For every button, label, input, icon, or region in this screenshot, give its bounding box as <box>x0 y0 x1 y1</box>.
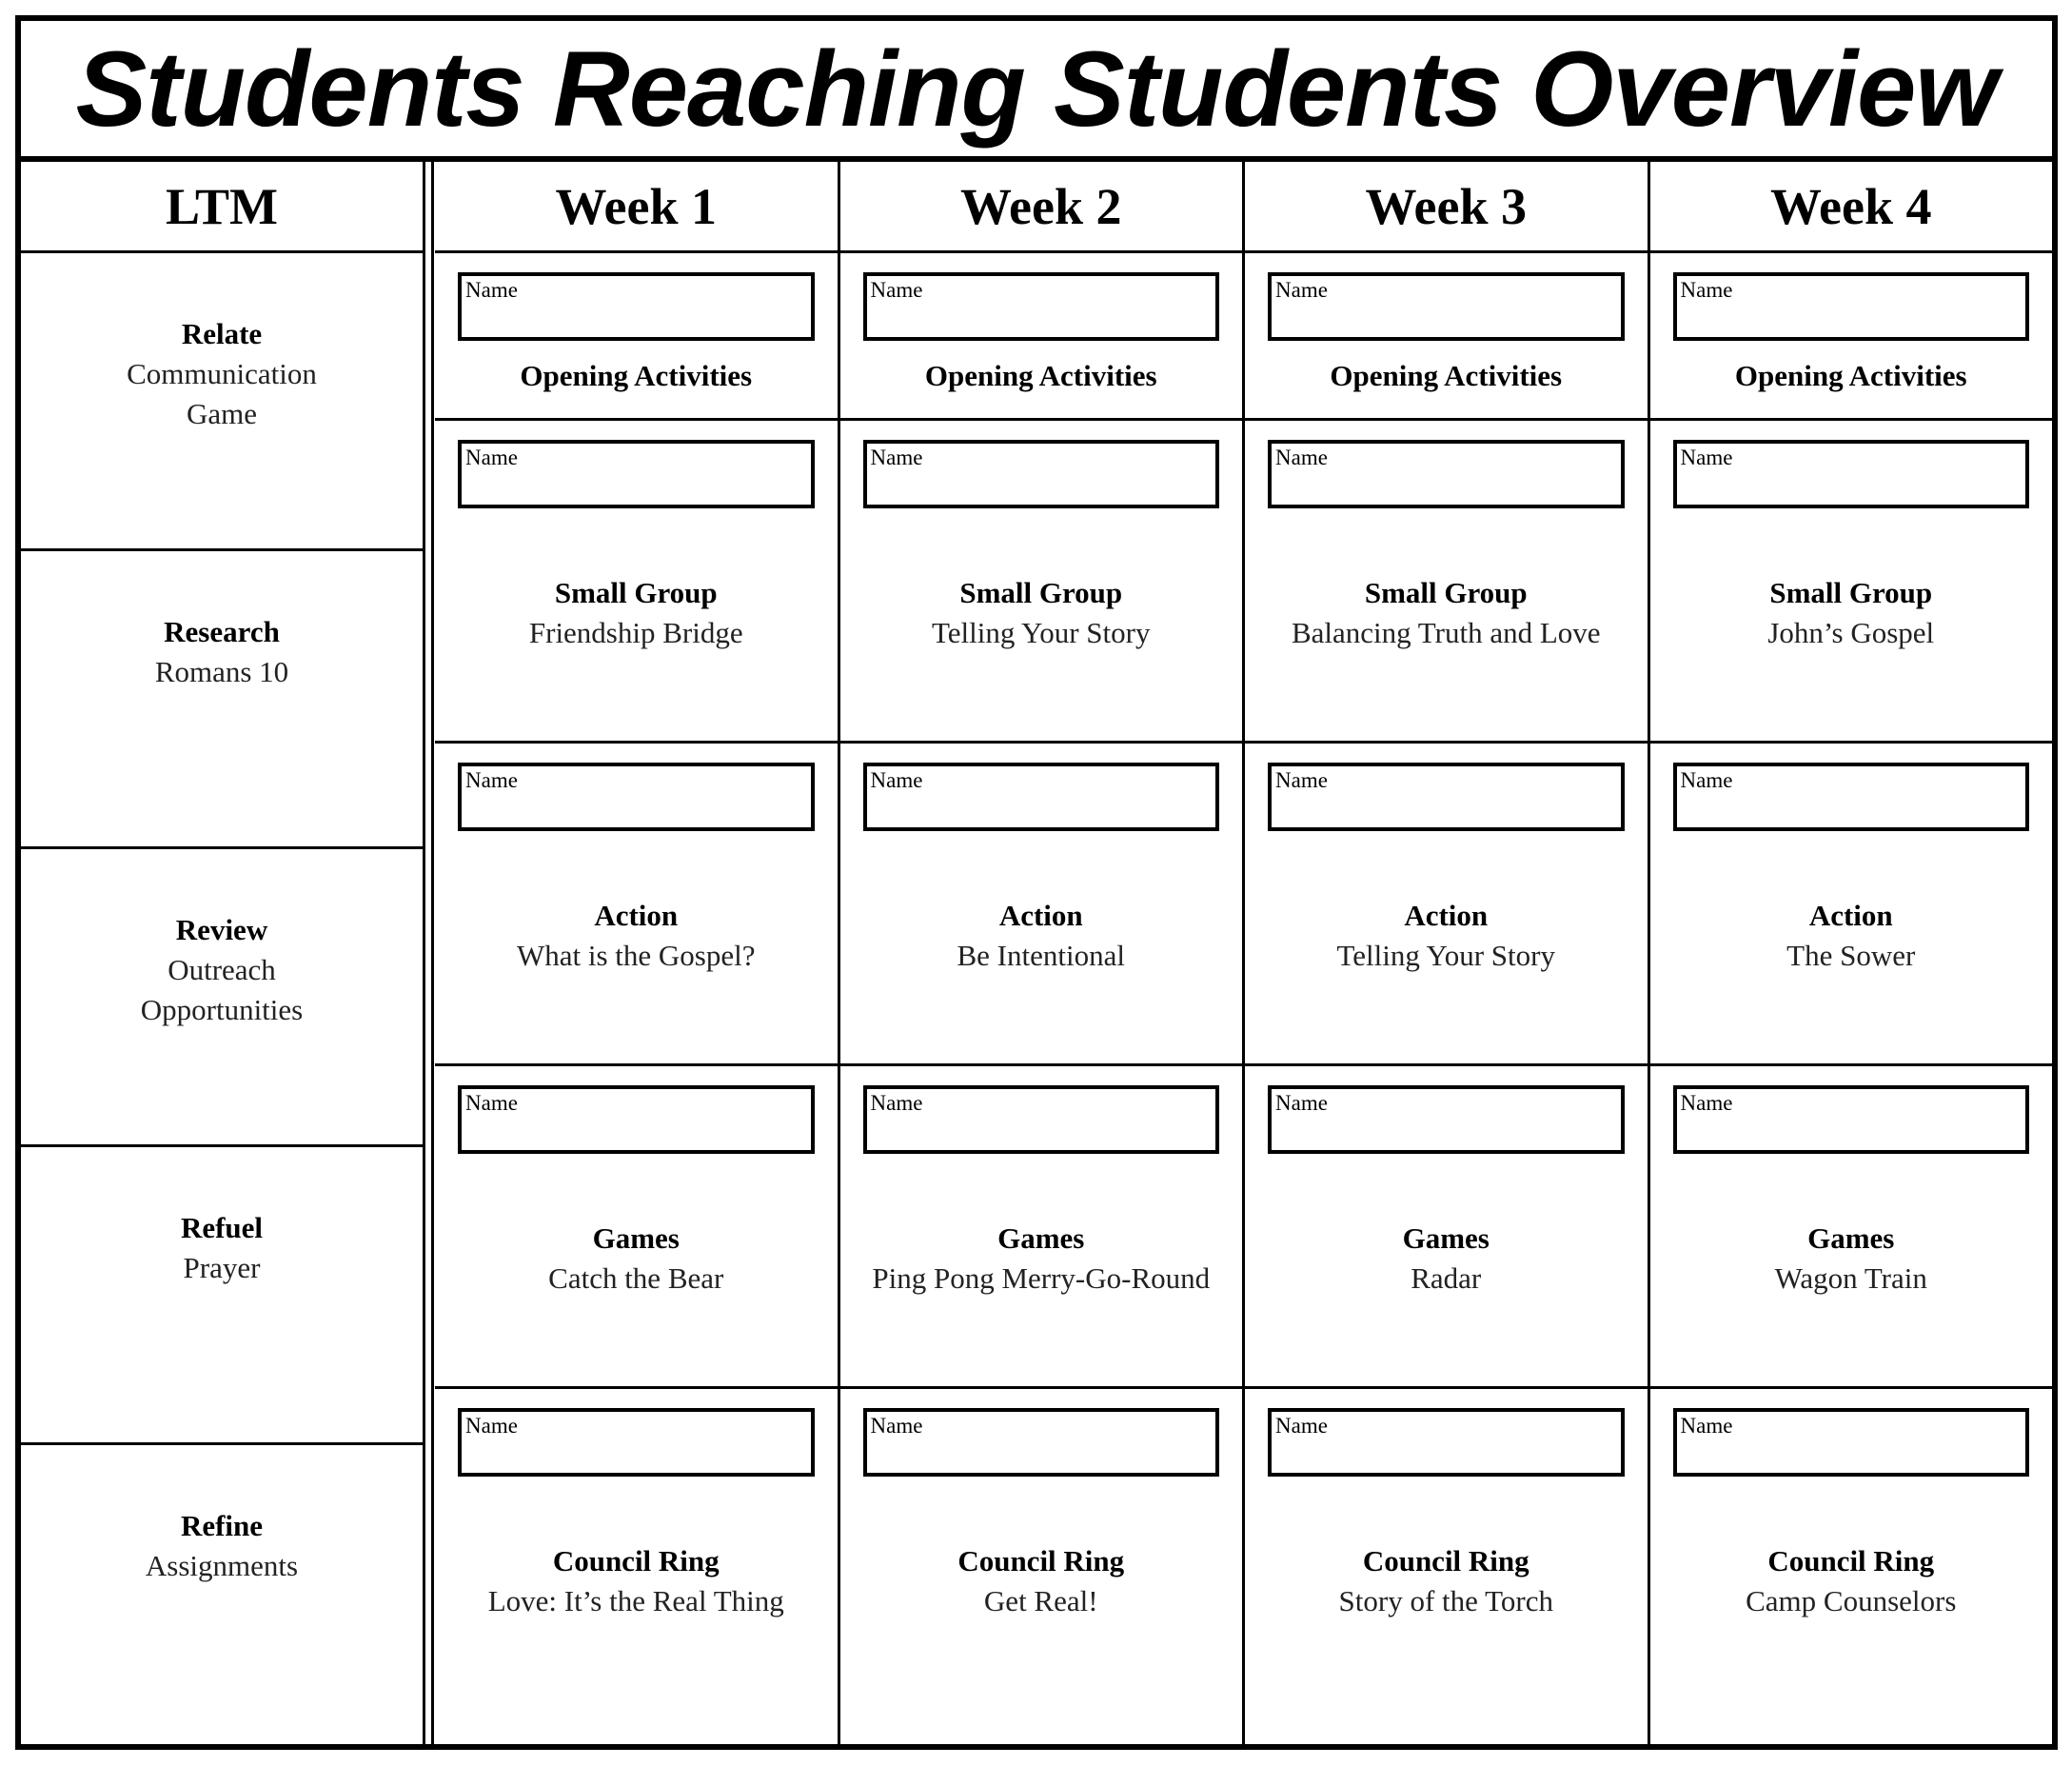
name-field-label: Name <box>1275 446 1328 469</box>
activity-subtitle: Camp Counselors <box>1746 1584 1957 1617</box>
name-field[interactable] <box>863 440 1220 508</box>
name-field-label: Name <box>1275 1414 1328 1438</box>
name-field-label: Name <box>465 1414 518 1438</box>
activity-text <box>464 356 809 396</box>
activity-cell <box>1245 1066 1648 1389</box>
ltm-row-desc: Communication Game <box>127 357 317 430</box>
activity-text <box>869 1541 1214 1621</box>
name-field-label: Name <box>870 1091 923 1115</box>
activity-title: Action <box>1808 899 1893 932</box>
activity-title: Small Group <box>554 576 718 609</box>
activity-title: Small Group <box>1364 576 1528 609</box>
activity-subtitle: Friendship Bridge <box>528 616 743 649</box>
ltm-row-label: Refuel <box>180 1211 264 1244</box>
ltm-header: LTM <box>21 162 423 253</box>
activity-text <box>1273 573 1619 653</box>
name-field[interactable] <box>458 763 815 831</box>
name-field[interactable] <box>458 1085 815 1154</box>
activity-cell <box>840 1389 1243 1744</box>
ltm-column <box>21 162 425 1744</box>
name-field[interactable] <box>1673 440 2030 508</box>
name-field[interactable] <box>1673 1085 2030 1154</box>
activity-cell <box>1650 744 2053 1066</box>
name-field[interactable] <box>1673 763 2030 831</box>
name-field-label: Name <box>1680 446 1733 469</box>
activity-cell <box>1650 1389 2053 1744</box>
activity-cell <box>1245 744 1648 1066</box>
name-field-label: Name <box>465 1091 518 1115</box>
activity-text <box>464 573 809 653</box>
overview-sheet <box>15 15 2058 1750</box>
activity-cell <box>435 1389 838 1744</box>
activity-subtitle: Be Intentional <box>957 939 1125 972</box>
ltm-row-desc: Assignments <box>145 1549 299 1582</box>
activity-cell <box>435 253 838 421</box>
week-column-1 <box>435 162 840 1744</box>
activity-title: Games <box>1402 1221 1490 1255</box>
activity-title: Games <box>592 1221 680 1255</box>
activity-subtitle: Telling Your Story <box>931 616 1151 649</box>
ltm-row-refuel <box>21 1147 423 1445</box>
activity-subtitle: Get Real! <box>983 1584 1098 1617</box>
activity-title: Action <box>1404 899 1489 932</box>
activity-title: Opening Activities <box>1734 359 1967 392</box>
activity-title: Games <box>1807 1221 1895 1255</box>
name-field-label: Name <box>1275 768 1328 792</box>
ltm-row-research <box>21 551 423 849</box>
name-field[interactable] <box>1268 763 1625 831</box>
week-header: Week 2 <box>840 162 1243 253</box>
name-field-label: Name <box>465 278 518 302</box>
ltm-row-label: Research <box>164 615 280 648</box>
ltm-row-label: Relate <box>181 317 263 350</box>
week-column-3 <box>1245 162 1650 1744</box>
activity-text <box>1273 356 1619 396</box>
activity-cell <box>840 1066 1243 1389</box>
name-field-label: Name <box>1680 278 1733 302</box>
name-field-label: Name <box>870 278 923 302</box>
activity-subtitle: What is the Gospel? <box>516 939 756 972</box>
activity-cell <box>1245 253 1648 421</box>
name-field-label: Name <box>870 446 923 469</box>
activity-text <box>1679 1219 2024 1299</box>
activity-subtitle: The Sower <box>1786 939 1916 972</box>
activity-text <box>1273 1219 1619 1299</box>
name-field-label: Name <box>870 768 923 792</box>
activity-text <box>869 573 1214 653</box>
name-field[interactable] <box>863 1085 1220 1154</box>
activity-cell <box>1650 421 2053 744</box>
activity-subtitle: Story of the Torch <box>1338 1584 1553 1617</box>
ltm-row-desc: Prayer <box>183 1251 261 1284</box>
name-field-label: Name <box>1680 1091 1733 1115</box>
ltm-row-label: Refine <box>180 1509 264 1542</box>
week-header: Week 4 <box>1650 162 2053 253</box>
name-field-label: Name <box>1680 768 1733 792</box>
name-field-label: Name <box>465 446 518 469</box>
activity-title: Action <box>998 899 1083 932</box>
name-field[interactable] <box>1268 1408 1625 1477</box>
activity-text <box>464 1219 809 1299</box>
name-field[interactable] <box>458 1408 815 1477</box>
name-field-label: Name <box>465 768 518 792</box>
name-field[interactable] <box>1268 272 1625 341</box>
name-field-label: Name <box>1275 1091 1328 1115</box>
name-field[interactable] <box>1673 272 2030 341</box>
name-field[interactable] <box>863 1408 1220 1477</box>
week-header: Week 1 <box>435 162 838 253</box>
activity-title: Opening Activities <box>924 359 1157 392</box>
activity-text <box>1679 896 2024 976</box>
week-column-2 <box>840 162 1246 1744</box>
ltm-row-desc: Outreach Opportunities <box>140 953 304 1026</box>
activity-subtitle: Balancing Truth and Love <box>1291 616 1601 649</box>
activity-subtitle: Wagon Train <box>1774 1261 1927 1295</box>
week-column-4 <box>1650 162 2053 1744</box>
activity-cell <box>435 744 838 1066</box>
name-field[interactable] <box>458 272 815 341</box>
activity-text <box>1679 1541 2024 1621</box>
activity-cell <box>435 421 838 744</box>
activity-text <box>1679 356 2024 396</box>
ltm-row-refine <box>21 1445 423 1743</box>
activity-cell <box>1650 253 2053 421</box>
name-field[interactable] <box>458 440 815 508</box>
activity-title: Council Ring <box>1362 1544 1529 1577</box>
activity-subtitle: Love: It’s the Real Thing <box>487 1584 784 1617</box>
ltm-row-relate <box>21 253 423 551</box>
activity-title: Council Ring <box>1767 1544 1935 1577</box>
activity-title: Games <box>997 1221 1085 1255</box>
activity-title: Council Ring <box>552 1544 720 1577</box>
name-field[interactable] <box>1268 440 1625 508</box>
activity-text <box>869 896 1214 976</box>
ltm-row-label: Review <box>175 913 268 946</box>
name-field-label: Name <box>870 1414 923 1438</box>
activity-text <box>464 1541 809 1621</box>
activity-text <box>1679 573 2024 653</box>
activity-text <box>1273 896 1619 976</box>
activity-cell <box>1650 1066 2053 1389</box>
activity-cell <box>435 1066 838 1389</box>
activity-cell <box>840 421 1243 744</box>
activity-subtitle: Radar <box>1411 1261 1482 1295</box>
activity-title: Council Ring <box>957 1544 1125 1577</box>
name-field-label: Name <box>1275 278 1328 302</box>
activity-title: Opening Activities <box>520 359 753 392</box>
ltm-row-desc: Romans 10 <box>154 655 289 688</box>
activity-title: Small Group <box>959 576 1123 609</box>
name-field[interactable] <box>863 763 1220 831</box>
activity-text <box>869 356 1214 396</box>
activity-cell <box>840 744 1243 1066</box>
activity-subtitle: Telling Your Story <box>1336 939 1555 972</box>
activity-cell <box>1245 1389 1648 1744</box>
activity-subtitle: Catch the Bear <box>548 1261 724 1295</box>
activity-subtitle: Ping Pong Merry-Go-Round <box>872 1261 1211 1295</box>
title-bar <box>21 21 2052 162</box>
activity-cell <box>1245 421 1648 744</box>
weeks-grid <box>435 162 2052 1744</box>
name-field[interactable] <box>1268 1085 1625 1154</box>
ltm-row-review <box>21 849 423 1147</box>
name-field-label: Name <box>1680 1414 1733 1438</box>
week-header: Week 3 <box>1245 162 1648 253</box>
activity-cell <box>840 253 1243 421</box>
activity-text <box>869 1219 1214 1299</box>
page-title: Students Reaching Students Overview <box>75 29 1998 149</box>
name-field[interactable] <box>1673 1408 2030 1477</box>
activity-text <box>1273 1541 1619 1621</box>
activity-title: Small Group <box>1769 576 1933 609</box>
activity-subtitle: John’s Gospel <box>1767 616 1935 649</box>
name-field[interactable] <box>863 272 1220 341</box>
activity-title: Opening Activities <box>1330 359 1563 392</box>
activity-title: Action <box>594 899 679 932</box>
activity-text <box>464 896 809 976</box>
